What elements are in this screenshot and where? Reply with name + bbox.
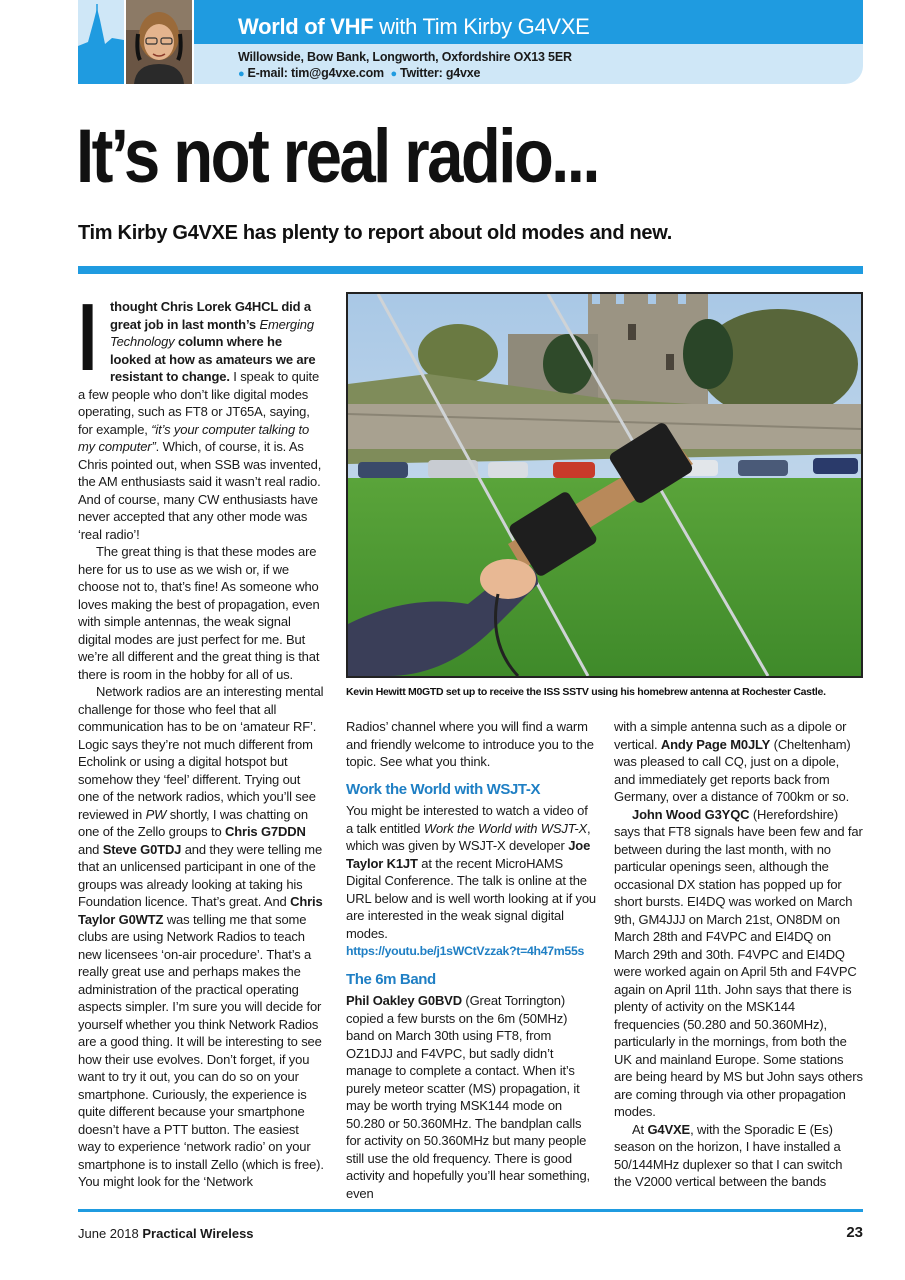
paragraph bbox=[346, 802, 598, 942]
paragraph bbox=[346, 942, 598, 961]
tower-logo-icon bbox=[78, 0, 124, 84]
body-text: at the recent MicroHAMS Digital Conference. The talk is online at the URL below and is well worth looking at if you are interested in the weak signal digital modes. bbox=[346, 855, 597, 941]
body-text: , which was given by WSJT-X developer bbox=[346, 820, 591, 853]
quote: “it’s your computer talking to my computer” bbox=[78, 421, 310, 454]
talk-title: Work the World with WSJT-X bbox=[423, 820, 588, 836]
article-column-3 bbox=[614, 718, 863, 1191]
lead-text: thought Chris Lorek G4HCL did a great job in last month’s bbox=[110, 299, 311, 332]
callsign-name: Joe Taylor K1JT bbox=[346, 838, 591, 871]
article-standfirst: Tim Kirby G4VXE has plenty to report about old modes and new. bbox=[78, 222, 673, 244]
body-text: I speak to quite a few people who don’t like digital modes operating, such as FT8 or JT65A, saying, for example, bbox=[78, 369, 320, 437]
lead-emphasis: Emerging Technology bbox=[110, 316, 314, 349]
author-email[interactable]: E-mail: tim@g4vxe.com bbox=[247, 66, 384, 80]
footer-issue bbox=[78, 1226, 254, 1241]
author-address: Willowside, Bow Bank, Longworth, Oxfordshire OX13 5ER bbox=[238, 50, 572, 64]
magazine-ref: PW bbox=[145, 806, 167, 822]
author-contact bbox=[238, 66, 480, 80]
article-headline: It’s not real radio... bbox=[76, 114, 598, 199]
body-text: (Great Torrington) copied a few bursts on the 6m (50MHz) band on March 30th using FT8, from OZ1DJJ and F4VPC, but sadly didn’t manage to complete a contact. When it’s purely meteor scatter (MS) propagation, it may be worth trying MSK144 mode on 50.280 or 50.360MHz. The bandplan calls for activity on 50.360MHz but many people still use the old frequency. There is good activity and hopefully you’ll hear something, even bbox=[346, 993, 591, 1201]
column-logo bbox=[78, 0, 124, 84]
subheading-6m-band: The 6m Band bbox=[346, 970, 436, 988]
author-portrait-icon bbox=[126, 0, 192, 84]
callsign-name: Chris Taylor G0WTZ bbox=[78, 894, 323, 927]
drop-cap: I bbox=[78, 284, 98, 391]
paragraph bbox=[78, 683, 324, 1191]
callsign-name: Chris G7DDN bbox=[225, 824, 306, 839]
body-text: (Cheltenham) was pleased to call CQ, just on a dipole, and immediately get reports back from Germany, over a distance of 700km or so. bbox=[614, 736, 851, 804]
column-title bbox=[238, 14, 590, 40]
video-link[interactable]: https://youtu.be/j1sWCtVzzak?t=4h47m55s bbox=[346, 944, 585, 958]
body-text: with a simple antenna such as a dipole or vertical. bbox=[614, 719, 847, 752]
subheading-wsjt-x: Work the World with WSJT-X bbox=[346, 780, 541, 798]
callsign-name: Phil Oakley G0BVD bbox=[346, 993, 462, 1008]
callsign-name: Andy Page M0JLY bbox=[660, 736, 771, 752]
callsign-name: Steve G0TDJ bbox=[102, 841, 182, 857]
bullet-icon: ● bbox=[390, 68, 397, 80]
issue-date: June 2018 bbox=[78, 1226, 139, 1241]
body-text: shortly, I was chatting on one of the Zello groups to bbox=[78, 806, 308, 839]
body-text: and bbox=[78, 841, 103, 857]
article-column-2 bbox=[346, 718, 598, 1202]
callsign-name: John Wood G3YQC bbox=[632, 806, 750, 822]
column-title-author: with Tim Kirby G4VXE bbox=[373, 14, 590, 39]
article-photo bbox=[346, 292, 863, 678]
author-photo bbox=[126, 0, 192, 84]
body-text: was telling me that some clubs are using Network Radios to teach new licensees ‘on-air procedure’. That’s a really great use and perhaps makes the administration of the practical operating aspects simpler. I’m sure you will decide for yourself whether you think Network Radios are a good thing. It will be interesting to see how their use evolves. Don’t forget, if you want to try it out, you can do so on your smartphone. Curiously, the experience is quite different because your smartphone doesn’t have a PTT button. The easiest way to experience ‘network radio’ on your smartphone is to install Zello (which is free). You might look for the ‘Network bbox=[78, 911, 324, 1189]
footer-divider bbox=[78, 1209, 863, 1212]
paragraph bbox=[78, 284, 324, 543]
antenna-castle-photo-icon bbox=[348, 294, 861, 676]
body-text: At bbox=[632, 1121, 648, 1137]
author-twitter[interactable]: Twitter: g4vxe bbox=[399, 66, 481, 80]
lead-text: column where he looked at how as amateurs we are resistant to change. bbox=[110, 334, 316, 384]
paragraph bbox=[614, 806, 863, 1121]
column-title-bold: World of VHF bbox=[238, 14, 374, 39]
body-text: , with the Sporadic E (Es) season on the horizon, I have installed a 50/144MHz duplexer so that I can switch the V2000 vertical between the bands bbox=[614, 1121, 843, 1189]
headline-divider bbox=[78, 266, 863, 274]
body-text: You might be interested to watch a video of a talk entitled bbox=[346, 803, 588, 836]
body-text: . Which, of course, it is. As Chris pointed out, when SSB was invented, the AM enthusiasts said it wasn’t real radio. And of course, many CW enthusiasts have never accepted that any other mode was ‘real radio’! bbox=[78, 439, 322, 542]
paragraph: Radios’ channel where you will find a warm and friendly welcome to introduce you to the topic. See what you think. bbox=[346, 719, 594, 769]
body-text: and they were telling me that an unlicensed participant in one of the groups was already looking at taking his Foundation licence. That’s great. And bbox=[78, 841, 323, 909]
bullet-icon: ● bbox=[238, 68, 245, 80]
page-number: 23 bbox=[846, 1224, 863, 1241]
body-text: (Herefordshire) says that FT8 signals have been few and far between during the last month, with no particular openings seen, although the occasional DX station has popped up for short bursts. EI4DQ was worked on March 9th, GM4JJJ on March 21st, ON8DM on March 28th and F4VPC and EI4DQ on March 29th and 30th. F4VPC and EI4DQ were worked again on April 5th and F4VPC again on April 11th. John says that there is plenty of activity on the MSK144 frequencies (50.280 and 50.360MHz), particularly in the mornings, from both the UK and mainland Europe. Some stations are being heard by MS but John says others are coming through via other propagation modes. bbox=[614, 806, 863, 1119]
magazine-name: Practical Wireless bbox=[142, 1226, 254, 1241]
callsign-name: G4VXE bbox=[647, 1121, 691, 1137]
paragraph bbox=[614, 718, 863, 806]
body-text: Network radios are an interesting mental challenge for those who feel that all communication has to be on ‘amateur RF’. Logic says they’re not much different from Echolink or using a digital hotspot but somehow they ‘feel’ different. Trying out one of the network radios, which you’ll see reviewed in bbox=[78, 684, 324, 822]
paragraph: The great thing is that these modes are here for us to use as we wish or, if we choose not to, that’s fine! As someone who loves making the best of propagation, even with simple antennas, the weak signal digital modes are just perfect for me. But we’re all different and the great thing is that there is room in the hobby for all of us. bbox=[78, 544, 320, 682]
photo-caption: Kevin Hewitt M0GTD set up to receive the ISS SSTV using his homebrew antenna at Rochester Castle. bbox=[346, 686, 826, 698]
paragraph bbox=[614, 1121, 863, 1191]
paragraph bbox=[346, 992, 598, 1202]
article-column-1 bbox=[78, 284, 324, 1191]
